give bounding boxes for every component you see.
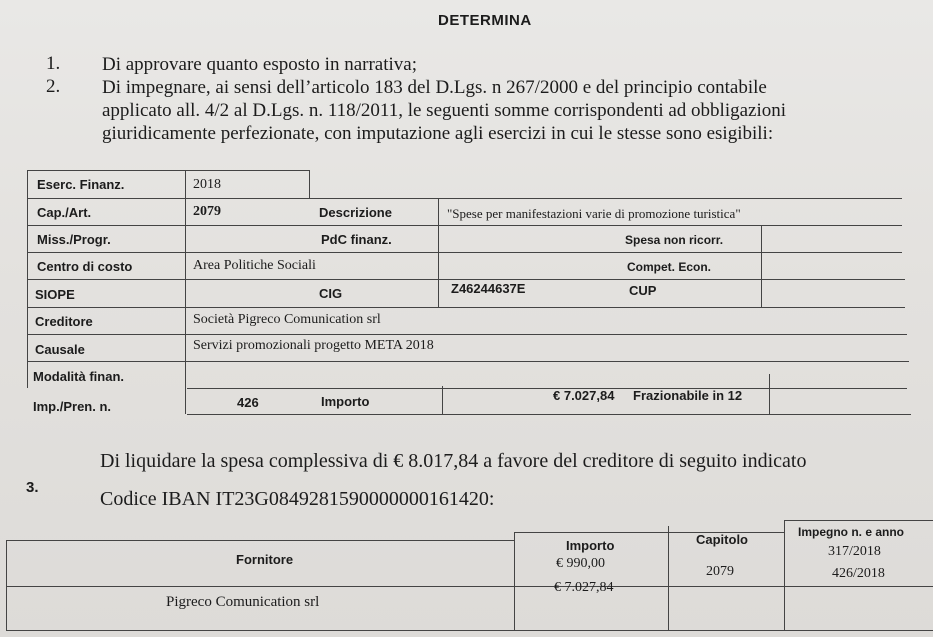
fornitore-header: Fornitore (236, 552, 294, 567)
importo-value-1: € 990,00 (556, 556, 605, 571)
descrizione-label: Descrizione (319, 205, 392, 220)
item-1-text: Di approvare quanto esposto in narrativa; (102, 54, 417, 75)
causale-label: Causale (35, 342, 85, 357)
importo-header: Importo (566, 538, 615, 553)
esercizio-label: Eserc. Finanz. (37, 177, 125, 192)
item-3-line-2: Codice IBAN IT23G0849281590000000161420: (100, 488, 495, 510)
payment-table (6, 518, 933, 633)
item-2-line-3: giuridicamente perfezionate, con imputazione agli esercizi in cui le stesse sono esigibili: (102, 123, 774, 144)
frazionabile-label: Frazionabile in 12 (633, 388, 743, 403)
item-2-line-1: Di impegnare, ai sensi dell’articolo 183 del D.Lgs. n 267/2000 e del principio contabile (102, 77, 767, 98)
importo-label: Importo (321, 394, 370, 409)
pdc-label: PdC finanz. (321, 232, 392, 247)
spesa-label: Spesa non ricorr. (625, 233, 724, 247)
item-3-number: 3. (26, 479, 39, 496)
item-1-number: 1. (46, 53, 61, 74)
imp-label: Imp./Pren. n. (33, 399, 112, 414)
esercizio-value: 2018 (193, 177, 221, 192)
centro-value: Area Politiche Sociali (193, 258, 316, 273)
fornitore-value: Pigreco Comunication srl (166, 594, 320, 610)
capitolo-header: Capitolo (696, 532, 748, 547)
imp-value: 426 (237, 395, 259, 410)
item-2-line-2: applicato all. 4/2 al D.Lgs. n. 118/2011, le seguenti somme corrispondenti ad obbligazioni (102, 100, 787, 121)
miss-label: Miss./Progr. (37, 232, 111, 247)
descrizione-value: "Spese per manifestazioni varie di promozione turistica" (447, 206, 741, 221)
impegno-header: Impegno n. e anno (798, 525, 905, 539)
impegno-value-1: 317/2018 (828, 544, 881, 559)
cup-label: CUP (629, 283, 657, 298)
compet-label: Compet. Econ. (627, 260, 712, 274)
cap-value: 2079 (193, 204, 221, 219)
cig-value: Z46244637E (451, 281, 526, 296)
siope-label: SIOPE (35, 287, 75, 302)
impegno-value-2: 426/2018 (832, 566, 885, 581)
commitment-table (27, 170, 911, 420)
cap-label: Cap./Art. (37, 205, 92, 220)
item-3-line-1: Di liquidare la spesa complessiva di € 8.017,84 a favore del creditore di seguito indicato (100, 450, 807, 472)
creditore-value: Società Pigreco Comunication srl (193, 312, 381, 327)
creditore-label: Creditore (35, 314, 93, 329)
document-title: DETERMINA (438, 12, 532, 29)
item-2-number: 2. (46, 76, 61, 97)
capitolo-value: 2079 (706, 564, 734, 579)
centro-label: Centro di costo (37, 259, 133, 274)
importo-value-2: € 7.027,84 (554, 580, 614, 595)
cig-label: CIG (319, 286, 343, 301)
causale-value: Servizi promozionali progetto META 2018 (193, 338, 434, 353)
modalita-label: Modalità finan. (33, 369, 124, 384)
importo-value: € 7.027,84 (553, 388, 615, 403)
